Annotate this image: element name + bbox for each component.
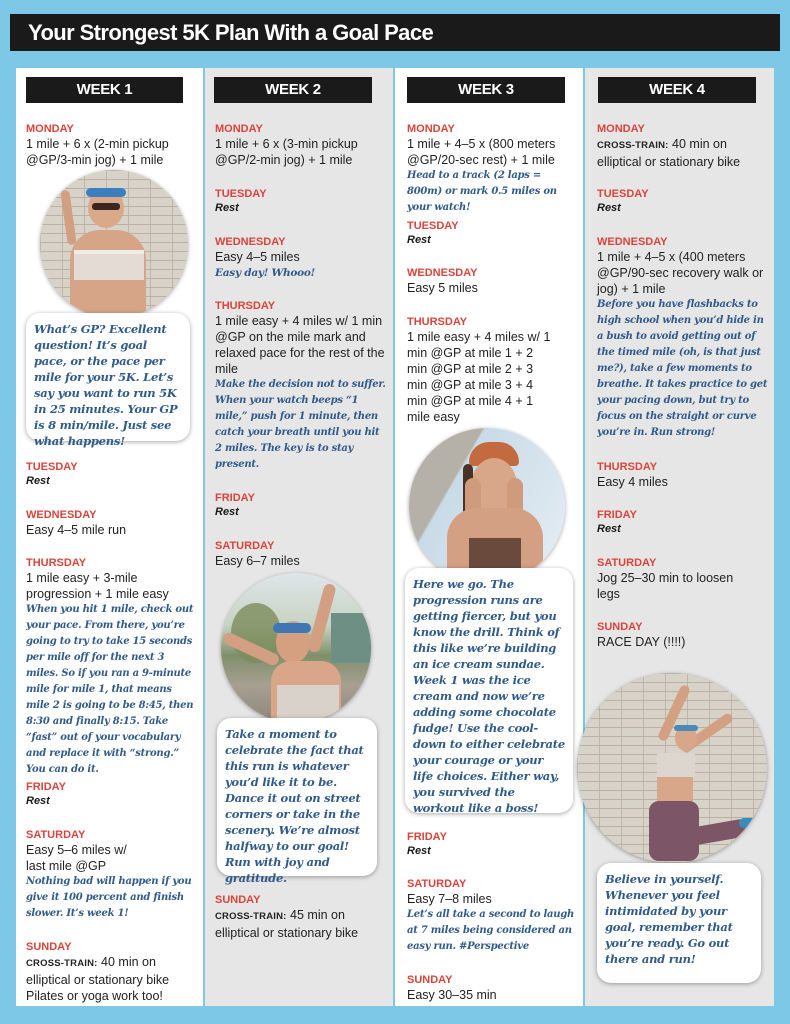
- workout-note: When you hit 1 mile, check out your pace. From there, you’re going to try to take 15 seconds per mile off for the next 3 miles. So if you ran a 9-minute mile for mile 1, that means mile 2 is going to be 8:45, then 8:30 and finally 8:15. Take “fast” out of your vocabulary and replace it with “strong.” You can do it.: [26, 604, 194, 775]
- workout-text: [597, 136, 769, 170]
- bubble-text: Take a moment to celebrate the fact that this run is whatever you’d like it to be. Dance it out on street corners or take in the scenery. We’re almost halfway to our goal! Run with joy and gratitude.: [225, 727, 364, 885]
- day-label: SATURDAY: [26, 829, 86, 841]
- workout-note: Make the decision not to suffer. When your watch beeps “1 mile,” push for 1 minute, then catch your breath until you hit 2 miles. The key is to stay present.: [215, 379, 386, 470]
- week-2-tuesday: [215, 188, 385, 215]
- week-2-saturday: [215, 540, 385, 569]
- week-3-bubble: [405, 568, 573, 813]
- week-1-photo: [40, 170, 188, 318]
- week-4-label: WEEK 4: [598, 77, 756, 103]
- week-1-wednesday: [26, 509, 196, 538]
- workout-text: 1 mile easy + 4 miles w/ 1 min @GP on the mile mark and relaxed pace for the rest of the mile: [215, 314, 385, 376]
- workout-text: Easy 5 miles: [407, 281, 478, 295]
- workout-text: Rest: [26, 795, 50, 807]
- sunglasses: [92, 203, 120, 210]
- week-1-bubble: [26, 313, 190, 448]
- day-label: WEDNESDAY: [215, 236, 286, 248]
- week-1-tuesday: [26, 461, 196, 488]
- week-3-column: [395, 68, 583, 1006]
- workout-note: Nothing bad will happen if you give it 100 percent and finish slower. It’s week 1!: [26, 876, 192, 919]
- day-label: SUNDAY: [215, 894, 261, 906]
- day-label: MONDAY: [407, 123, 455, 135]
- week-4-saturday: [597, 557, 757, 602]
- day-label: THURSDAY: [26, 557, 87, 569]
- week-1-sunday: [26, 941, 198, 1004]
- workout-note: Before you have flashbacks to high school when you’d hide in a bush to avoid getting out of the timed mile (oh, is that just me?), take a few moments to breathe. It takes practice to get your pacing down, but try to focus on the straight or curve you’re in. Run strong!: [597, 299, 768, 438]
- workout-text: 1 mile easy + 4 miles w/ 1 min @GP at mile 1 + 2 min @GP at mile 2 + 3 min @GP at mile 3 + 4 min @GP at mile 4 + 1 mile easy: [407, 330, 551, 424]
- week-1-saturday: [26, 829, 198, 922]
- title-bar: [10, 14, 780, 51]
- week-2-sunday: [215, 894, 387, 941]
- week-3-monday: [407, 123, 579, 216]
- week-3-sunday: [407, 974, 577, 1003]
- day-label: WEDNESDAY: [597, 236, 668, 248]
- day-label: WEDNESDAY: [407, 267, 478, 279]
- workout-text: Easy 6–7 miles: [215, 554, 300, 568]
- workout-text: Easy 4–5 mile run: [26, 523, 127, 537]
- day-label: SATURDAY: [597, 557, 657, 569]
- week-4-friday: [597, 509, 767, 536]
- week-4-photo: [577, 673, 767, 863]
- workout-text: 1 mile + 6 x (3-min pickup @GP/2-min jog) + 1 mile: [215, 137, 358, 167]
- week-2-friday: [215, 492, 385, 519]
- workout-text: Rest: [407, 845, 431, 857]
- headband: [674, 725, 698, 731]
- week-1-column: [16, 68, 203, 1006]
- week-3-friday: [407, 831, 577, 858]
- sports-bra: [657, 753, 695, 777]
- week-3-tuesday: [407, 220, 577, 247]
- week-1-monday: [26, 123, 196, 168]
- workout-text: Rest: [215, 506, 239, 518]
- cross-train-label: CROSS-TRAIN:: [26, 958, 98, 969]
- week-2-monday: [215, 123, 385, 168]
- workout-note: Head to a track (2 laps = 800m) or mark 0.5 miles on your watch!: [407, 170, 557, 213]
- day-label: FRIDAY: [26, 781, 66, 793]
- week-3-label: WEEK 3: [407, 77, 565, 103]
- workout-text: Rest: [407, 234, 431, 246]
- week-4-wednesday: [597, 236, 771, 441]
- workout-text: Easy 7–8 miles: [407, 892, 492, 906]
- day-label: TUESDAY: [407, 220, 459, 232]
- workout-note: Easy day! Whooo!: [215, 267, 316, 279]
- week-4-bubble: [597, 863, 761, 983]
- week-4-monday: [597, 123, 769, 170]
- day-label: MONDAY: [26, 123, 74, 135]
- day-label: SUNDAY: [407, 974, 453, 986]
- week-2-label: WEEK 2: [214, 77, 372, 103]
- workout-text: 1 mile easy + 3-mile progression + 1 mile easy: [26, 571, 169, 601]
- bubble-text: Believe in yourself. Whenever you feel intimidated by your goal, remember that you’re ready. Go out there and run!: [605, 872, 733, 966]
- day-label: MONDAY: [215, 123, 263, 135]
- workout-detail: 40 min on elliptical or stationary bike Pilates or yoga work too!: [26, 955, 170, 1003]
- torso: [657, 777, 693, 803]
- day-label: TUESDAY: [597, 188, 649, 200]
- week-4-sunday: [597, 621, 767, 650]
- week-2-thursday: [215, 300, 387, 473]
- week-2-wednesday: [215, 236, 385, 281]
- bubble-text: What’s GP? Excellent question! It’s goal pace, or the pace per mile for your 5K. Let’s say you want to run 5K in 25 minutes. Your GP is 8 min/mile. Just see what happens!: [34, 322, 178, 448]
- workout-detail: 45 min on elliptical or stationary bike: [215, 908, 359, 940]
- week-4-tuesday: [597, 188, 767, 215]
- day-label: TUESDAY: [215, 188, 267, 200]
- week-4-column: [585, 68, 774, 1006]
- bubble-text: Here we go. The progression runs are getting fiercer, but you know the drill. Think of this like we’re building an ice cream sundae. Week 1 was the ice cream and now we’re adding some chocolate fudge! Use the cool-down to either celebrate your courage or your life choices. Either way, you survived the workout like a boss!: [413, 577, 565, 815]
- workout-text: [215, 907, 387, 941]
- workout-text: Rest: [26, 475, 50, 487]
- cross-train-label: CROSS-TRAIN:: [215, 911, 287, 922]
- week-3-saturday: [407, 878, 579, 955]
- week-3-wednesday: [407, 267, 577, 296]
- day-label: SATURDAY: [215, 540, 275, 552]
- sneaker: [739, 818, 761, 828]
- day-label: FRIDAY: [407, 831, 447, 843]
- day-label: SATURDAY: [407, 878, 467, 890]
- workout-text: 1 mile + 4–5 x (800 meters @GP/20-sec rest) + 1 mile: [407, 137, 556, 167]
- day-label: THURSDAY: [215, 300, 276, 312]
- headband: [273, 623, 311, 633]
- week-1-label: WEEK 1: [26, 77, 183, 103]
- day-label: FRIDAY: [597, 509, 637, 521]
- workout-detail: 40 min on elliptical or stationary bike: [597, 137, 741, 169]
- day-label: THURSDAY: [597, 461, 658, 473]
- workout-text: [26, 954, 198, 1004]
- raised-finger: [60, 190, 77, 246]
- day-label: SUNDAY: [26, 941, 72, 953]
- day-label: SUNDAY: [597, 621, 643, 633]
- headband: [86, 188, 126, 197]
- sports-bra: [74, 250, 144, 280]
- week-3-thursday: [407, 316, 557, 425]
- week-1-friday: [26, 781, 196, 808]
- workout-text: Easy 30–35 min: [407, 988, 497, 1002]
- day-label: WEDNESDAY: [26, 509, 97, 521]
- workout-text: Rest: [597, 202, 621, 214]
- week-2-column: [205, 68, 393, 1006]
- day-label: THURSDAY: [407, 316, 468, 328]
- workout-text: 1 mile + 6 x (2-min pickup @GP/3-min jog) + 1 mile: [26, 137, 169, 167]
- workout-text: 1 mile + 4–5 x (400 meters @GP/90-sec recovery walk or jog) + 1 mile: [597, 250, 764, 296]
- workout-text: RACE DAY (!!!!): [597, 635, 686, 649]
- workout-text: Rest: [597, 523, 621, 535]
- workout-note: Let’s all take a second to laugh at 7 miles being considered an easy run. #Perspective: [407, 909, 575, 952]
- cross-train-label: CROSS-TRAIN:: [597, 140, 669, 151]
- page-title: Your Strongest 5K Plan With a Goal Pace: [28, 20, 434, 45]
- week-4-thursday: [597, 461, 767, 490]
- workout-text: Easy 4 miles: [597, 475, 668, 489]
- week-2-photo: [221, 573, 371, 723]
- week-3-photo: [409, 428, 565, 584]
- week-2-bubble: [217, 718, 377, 885]
- building: [331, 613, 371, 663]
- workout-text: Jog 25–30 min to loosen legs: [597, 571, 734, 601]
- day-label: FRIDAY: [215, 492, 255, 504]
- week-1-thursday: [26, 557, 198, 778]
- day-label: MONDAY: [597, 123, 645, 135]
- workout-text: Easy 4–5 miles: [215, 250, 300, 264]
- day-label: TUESDAY: [26, 461, 78, 473]
- workout-text: Rest: [215, 202, 239, 214]
- workout-text: Easy 5–6 miles w/ last mile @GP: [26, 843, 127, 873]
